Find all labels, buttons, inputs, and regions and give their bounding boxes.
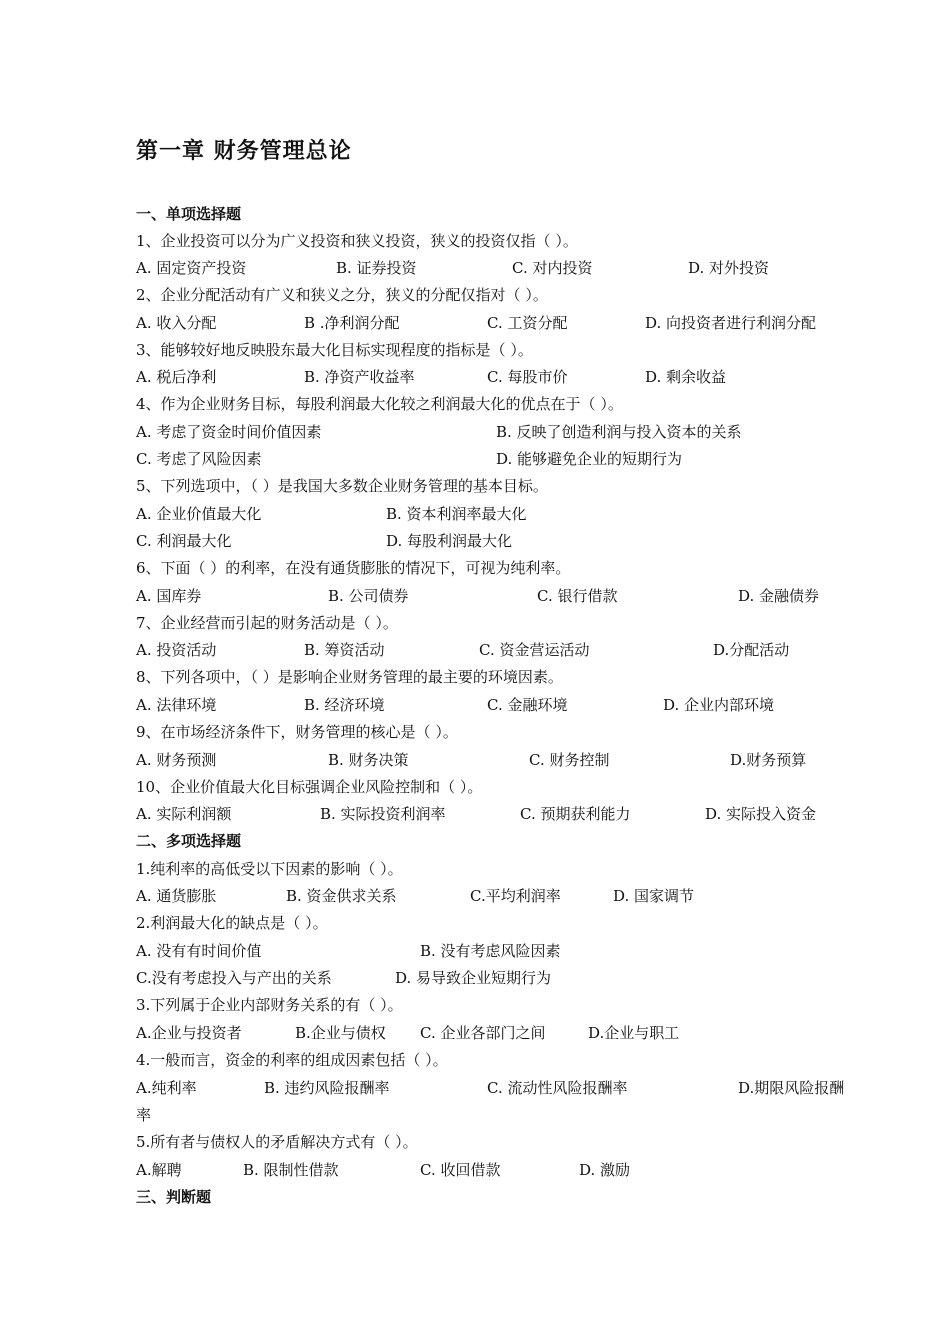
option-d: D. 对外投资: [688, 259, 770, 277]
option-c: C. 流动性风险报酬率: [487, 1079, 628, 1097]
option-d: D. 向投资者进行利润分配: [645, 314, 817, 332]
wrapped-text: 率: [136, 1106, 152, 1124]
option-d: D. 剩余收益: [645, 368, 727, 386]
option-c: C. 工资分配: [487, 314, 568, 332]
question-stem: 2、企业分配活动有广义和狭义之分，狭义的分配仅指对（ ）。: [136, 286, 548, 304]
option-b: B. 限制性借款: [243, 1161, 339, 1179]
section-heading-multiple-choice: 二、多项选择题: [136, 832, 242, 850]
option-c: C. 收回借款: [420, 1161, 501, 1179]
option-c: C. 资金营运活动: [479, 641, 590, 659]
option-d: D. 激励: [579, 1161, 631, 1179]
option-b: B. 违约风险报酬率: [264, 1079, 390, 1097]
option-c: C. 考虑了风险因素: [136, 450, 262, 468]
option-c: C. 利润最大化: [136, 532, 232, 550]
option-a: A. 企业价值最大化: [136, 505, 262, 523]
option-d: D. 每股利润最大化: [386, 532, 513, 550]
option-d: D.财务预算: [730, 751, 807, 769]
chapter-title: 第一章 财务管理总论: [136, 139, 352, 164]
option-d: D. 实际投入资金: [705, 805, 817, 823]
option-c: C. 银行借款: [537, 587, 618, 605]
option-a: A. 考虑了资金时间价值因素: [136, 423, 322, 441]
option-d: D. 易导致企业短期行为: [395, 969, 552, 987]
option-b: B. 反映了创造利润与投入资本的关系: [496, 423, 742, 441]
question-stem: 5.所有者与债权人的矛盾解决方式有（ ）。: [136, 1133, 418, 1151]
option-d: D. 金融债券: [738, 587, 820, 605]
option-b: B. 净资产收益率: [304, 368, 415, 386]
option-b: B.企业与债权: [295, 1024, 386, 1042]
question-stem: 1、企业投资可以分为广义投资和狭义投资，狭义的投资仅指（ ）。: [136, 232, 578, 250]
option-a: A. 收入分配: [136, 314, 217, 332]
option-a: A. 通货膨胀: [136, 887, 217, 905]
question-stem: 7、企业经营而引起的财务活动是（ ）。: [136, 614, 398, 632]
option-d: D.期限风险报酬: [738, 1079, 845, 1097]
option-b: B. 资金供求关系: [286, 887, 397, 905]
option-a: A. 国库券: [136, 587, 202, 605]
option-b: B. 证券投资: [336, 259, 417, 277]
option-a: A. 实际利润额: [136, 805, 232, 823]
option-d: D. 企业内部环境: [663, 696, 775, 714]
question-stem: 4.一般而言，资金的利率的组成因素包括（ ）。: [136, 1051, 448, 1069]
question-stem: 4、作为企业财务目标，每股利润最大化较之利润最大化的优点在于（ ）。: [136, 395, 623, 413]
option-b: B. 筹资活动: [304, 641, 385, 659]
option-b: B. 实际投资利润率: [320, 805, 446, 823]
question-stem: 5、下列选项中，（ ）是我国大多数企业财务管理的基本目标。: [136, 477, 548, 495]
option-a: A. 税后净利: [136, 368, 217, 386]
option-c: C. 每股市价: [487, 368, 568, 386]
option-b: B. 资本利润率最大化: [386, 505, 527, 523]
question-stem: 3、能够较好地反映股东最大化目标实现程度的指标是（ ）。: [136, 341, 533, 359]
option-a: A.企业与投资者: [136, 1024, 242, 1042]
option-c: C.平均利润率: [470, 887, 561, 905]
option-c: C. 财务控制: [529, 751, 610, 769]
option-c: C. 预期获利能力: [520, 805, 631, 823]
option-a: A.解聘: [136, 1161, 182, 1179]
option-b: B. 财务决策: [328, 751, 409, 769]
option-d: D. 国家调节: [613, 887, 695, 905]
option-a: A. 固定资产投资: [136, 259, 247, 277]
option-d: D.分配活动: [713, 641, 790, 659]
question-stem: 1.纯利率的高低受以下因素的影响（ ）。: [136, 860, 403, 878]
question-stem: 9、在市场经济条件下，财务管理的核心是（ ）。: [136, 723, 458, 741]
option-b: B. 公司债券: [328, 587, 409, 605]
question-stem: 10、企业价值最大化目标强调企业风险控制和（ ）。: [136, 778, 483, 796]
section-heading-true-false: 三、判断题: [136, 1188, 212, 1206]
section-heading-single-choice: 一、单项选择题: [136, 205, 242, 223]
question-stem: 3.下列属于企业内部财务关系的有（ ）。: [136, 996, 403, 1014]
option-a: A. 没有有时间价值: [136, 942, 262, 960]
option-a: A. 投资活动: [136, 641, 217, 659]
option-d: D.企业与职工: [588, 1024, 680, 1042]
option-c: C. 对内投资: [512, 259, 593, 277]
option-c: C.没有考虑投入与产出的关系: [136, 969, 332, 987]
option-a: A.纯利率: [136, 1079, 197, 1097]
question-stem: 8、下列各项中，（ ）是影响企业财务管理的最主要的环境因素。: [136, 668, 563, 686]
option-d: D. 能够避免企业的短期行为: [496, 450, 683, 468]
option-b: B. 经济环境: [304, 696, 385, 714]
option-a: A. 财务预测: [136, 751, 217, 769]
option-b: B. 没有考虑风险因素: [420, 942, 561, 960]
option-a: A. 法律环境: [136, 696, 217, 714]
option-c: C. 金融环境: [487, 696, 568, 714]
option-b: B .净利润分配: [304, 314, 400, 332]
question-stem: 2.利润最大化的缺点是（ ）。: [136, 914, 328, 932]
question-stem: 6、下面（ ）的利率，在没有通货膨胀的情况下，可视为纯利率。: [136, 559, 571, 577]
option-c: C. 企业各部门之间: [420, 1024, 546, 1042]
